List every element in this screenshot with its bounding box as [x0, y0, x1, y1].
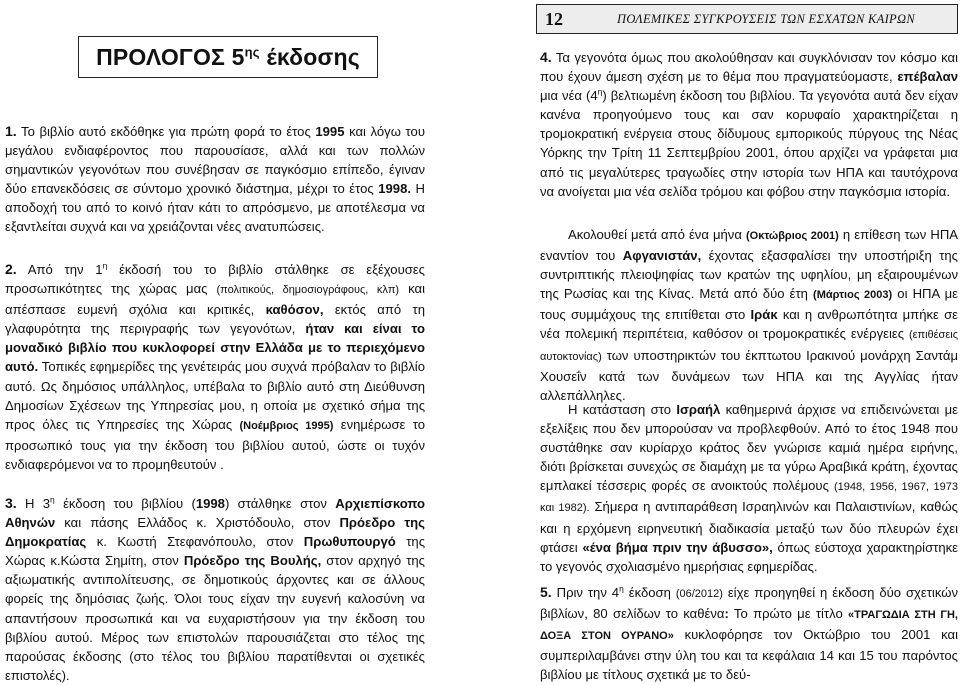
prologue-title-box [78, 36, 378, 78]
running-title: ΠΟΛΕΜΙΚΕΣ ΣΥΓΚΡΟΥΣΕΙΣ ΤΩΝ ΕΣΧΑΤΩΝ ΚΑΙΡΩΝ [617, 11, 915, 26]
prologue-title: ΠΡΟΛΟΓΟΣ $5^{\eta\varsigma}$ έκδοσης [96, 43, 360, 70]
page-number: 12 [545, 8, 563, 29]
right-column [526, 0, 960, 683]
paragraph-7: 5. Πριν την $4^\eta$ έκδοση (06/2012) είχε προηγηθεί η έκδοση δύο σχετικών βιβλίων, 80 σελίδων το καθένα: Το πρώτο με τίτλο «ΤΡΑΓΩΔΙΑ ΣΤΗ ΓΗ, ΔΟΞΑ ΣΤΟΝ ΟΥΡΑΝΟ» κυκλοφόρησε τον Οκτώβριο του 2001 και συμπεριλαμβάνει στην ύλη του και τα κεφάλαια 14 και 15 του παρόντος βιβλίου με τίτλους σχετικά με το δεύ- [540, 583, 958, 683]
paragraph-2: 2. Από την $1^\eta$ έκδοσή του το βιβλίο στάλθηκε σε εξέχουσες προσωπικότητες της χώρας μας (πολιτικούς, δημοσιογράφους, κλπ) και απέσπασε ευμενή σχόλια και κριτικές, καθόσον, εκτός από τη γλαφυρότητα της περιγραφής των γεγονότων, ήταν και είναι το μοναδικό βιβλίο που κυκλοφορεί στην Ελλάδα με το περιεχόμενο αυτό. Τοπικές εφημερίδες της γενέτειράς μου συχνά πρόβαλαν το βιβλίο αυτό. Ως δημόσιος υπάλληλος, υπέβαλα το βιβλίο αυτό στη Διεύθυνση Δημοσίων Σχέσεων της Υπηρεσίας μου, η οποία με σχετικό σήμα της προς όλες τις Υπηρεσίες της Χώρας (Νοέμβριος 1995) ενημέρωσε το προσωπικό τους για την έκδοση του βιβλίου αυτού, ώστε οι τυχόν ενδιαφερόμενοι να το προμηθευτούν . [5, 260, 425, 472]
paragraph-6: Η κατάσταση στο Ισραήλ καθημερινά άρχισε να επιδεινώνεται με εξελίξεις που δεν μπορούσαν να προβλεφθούν. Από το έτος 1948 που συστάθηκε σαν κυρίαρχο κράτος δεν γνώρισε καμιά ημέρα ειρήνης, διότι βρίσκεται συνεχώς σε διαμάχη με τα γύρω Αραβικά κράτη, έχοντας εμπλακεί τέσσερις φορές σε ανοικτούς πολέμους (1948, 1956, 1967, 1973 και 1982). Σήμερα η αντιπαράθεση Ισραηλινών και Παλαιστινίων, καθώς και η ερχόμενη ειρηνευτική διαδικασία μεταξύ των δύο πλευρών έχει φτάσει «ένα βήμα πριν την άβυσσο», όπως εύστοχα χαρακτηρίστηκε το γεγονός σχολιασμένο ημερήσιας εφημερίδας. [540, 402, 958, 574]
paragraph-5: Ακολουθεί μετά από ένα μήνα (Οκτώβριος 2001) η επίθεση των ΗΠΑ εναντίον του Αφγανιστάν, έχοντας εξασφαλίσει την υποστήριξη της συντριπτικής πλειοψηφίας των κρατών της υφηλίου, μη εξαιρουμένων της Ρωσίας και της Κίνας. Μετά από δύο έτη (Μάρτιος 2003) οι ΗΠΑ με τους συμμάχους της επιτίθεται στο Ιράκ και η ανθρωπότητα μπήκε σε νέα πολεμική περιπέτεια, καθόσον οι τρομοκρατικές ενέργειες (επιθέσεις αυτοκτονίας) των υποστηρικτών του έκπτωτου Ιρακινού μονάρχη Σαντάμ Χουσεΐν κατά των δυνάμεων των ΗΠΑ και της Αγγλίας ήταν αλλεπάλληλες. [540, 227, 959, 403]
paragraph-3: 3. Η $3^\eta$ έκδοση του βιβλίου (1998) στάλθηκε στον Αρχιεπίσκοπο Αθηνών και πάσης Ελλάδος κ. Χριστόδουλο, στον Πρόεδρο της Δημοκρατίας κ. Κωστή Στεφανόπουλο, στον Πρωθυπουργό της Χώρας κ.Κώστα Σημίτη, στον Πρόεδρο της Βουλής, στον αρχηγό της αξιωματικής αντιπολίτευσης, σε δημοτικούς άρχοντες και σε άλλους φορείς της δημόσιας ζωής. Όλοι τους είχαν την ευγενή καλοσύνη να απαντήσουν προσωπικά και να ευχαριστήσουν για την έκδοση του βιβλίου αυτού. Μέρος των επιστολών παρουσιάζεται στο τέλος της παρούσας έκδοσης (στο τέλος του βιβλίου παρατίθενται οι σχετικές επιστολές). [5, 494, 426, 683]
paragraph-4: 4. Τα γεγονότα όμως που ακολούθησαν και συγκλόνισαν τον κόσμο και που έχουν άμεση σχέση με το θέμα που πραγματεύομαστε, επέβαλαν μια νέα $(4^\eta)$ βελτιωμένη έκδοση του βιβλίου. Τα γεγονότα αυτά δεν είχαν κανένα προηγούμενο τους και σαν κορυφαίο χαρακτηρίζεται η τρομοκρατική ενέργεια στους δίδυμους εμπορικούς πύργους της Νέας Υόρκης την Τρίτη 11 Σεπτεμβρίου 2001, όπου αρχίζει να γράφεται μια από τις μεγαλύτερες τραγωδίες στην ιστορία των ΗΠΑ και ταυτόχρονα να ανοίγεται μια νέα σελίδα τρόμου και φόβου στην παγκόσμια ιστορία. [540, 49, 958, 199]
left-column [0, 0, 432, 683]
paragraph-1: 1. Το βιβλίο αυτό εκδόθηκε για πρώτη φορά το έτος 1995 και λόγω του μεγάλου ενδιαφέροντος που παρουσίασε, αλλά και των πολλών σημαντικών γεγονότων που συνέβησαν σε παγκόσμιο επίπεδο, έγιναν δύο επανεκδόσεις σε σύντομο χρονικό διάστημα, μέχρι το έτος 1998. Η αποδοχή του από το κοινό ήταν κάτι το απρόσμενο, με αποτέλεσμα να εξαντλείται συχνά και να χρειάζονται νέες ανατυπώσεις. [5, 123, 425, 235]
